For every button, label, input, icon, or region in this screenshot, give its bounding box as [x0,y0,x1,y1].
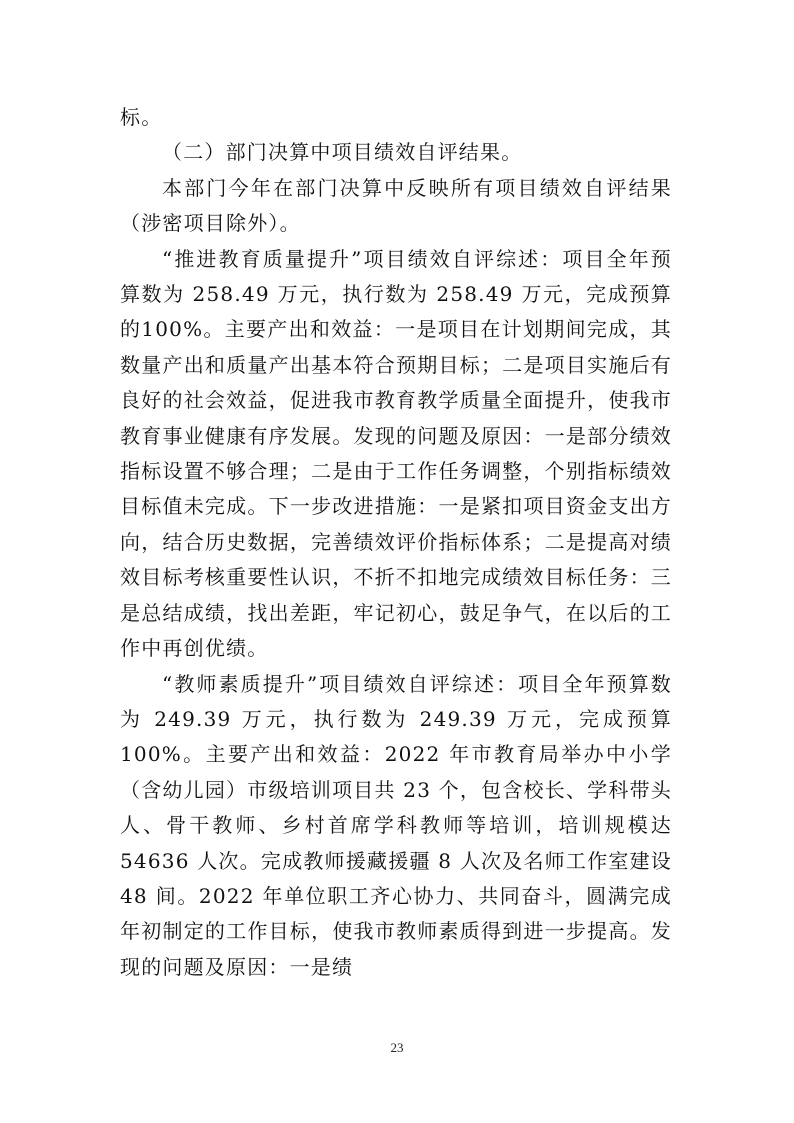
document-body [120,100,672,985]
project-education-quality-paragraph: “推进教育质量提升”项目绩效自评综述：项目全年预算数为 258.49 万元，执行数为 258.49 万元，完成预算的100%。主要产出和效益：一是项目在计划期间完成，其数量产出和质量产出基本符合预期目标；二是项目实施后有良好的社会效益，促进我市教育教学质量全面提升，使我市教育事业健康有序发展。发现的问题及原因：一是部分绩效指标设置不够合理；二是由于工作任务调整，个别指标绩效目标值未完成。下一步改进措施：一是紧扣项目资金支出方向，结合历史数据，完善绩效评价指标体系；二是提高对绩效目标考核重要性认识，不折不扣地完成绩效目标任务：三是总结成绩，找出差距，牢记初心，鼓足争气，在以后的工作中再创优绩。 [120,246,672,661]
intro-paragraph: 本部门今年在部门决算中反映所有项目绩效自评结果（涉密项目除外）。 [120,175,672,236]
page-number: 23 [390,1040,404,1055]
continuation-text: 标。 [120,105,163,129]
section-heading: （二）部门决算中项目绩效自评结果。 [162,140,523,165]
project-teacher-quality-paragraph: “教师素质提升”项目绩效自评综述：项目全年预算数为 249.39 万元，执行数为 249.39 万元，完成预算 100%。主要产出和效益：2022 年市教育局举办中小学（含幼儿园）市级培训项目共 23 个，包含校长、学科带头人、骨干教师、乡村首席学科教师等培训，培训规模达 54636 人次。完成教师援藏援疆 8 人次及名师工作室建设 48 间。2022 年单位职工齐心协力、共同奋斗，圆满完成年初制定的工作目标，使我市教师素质得到进一步提高。发现的问题及原因：一是绩 [120,671,672,979]
